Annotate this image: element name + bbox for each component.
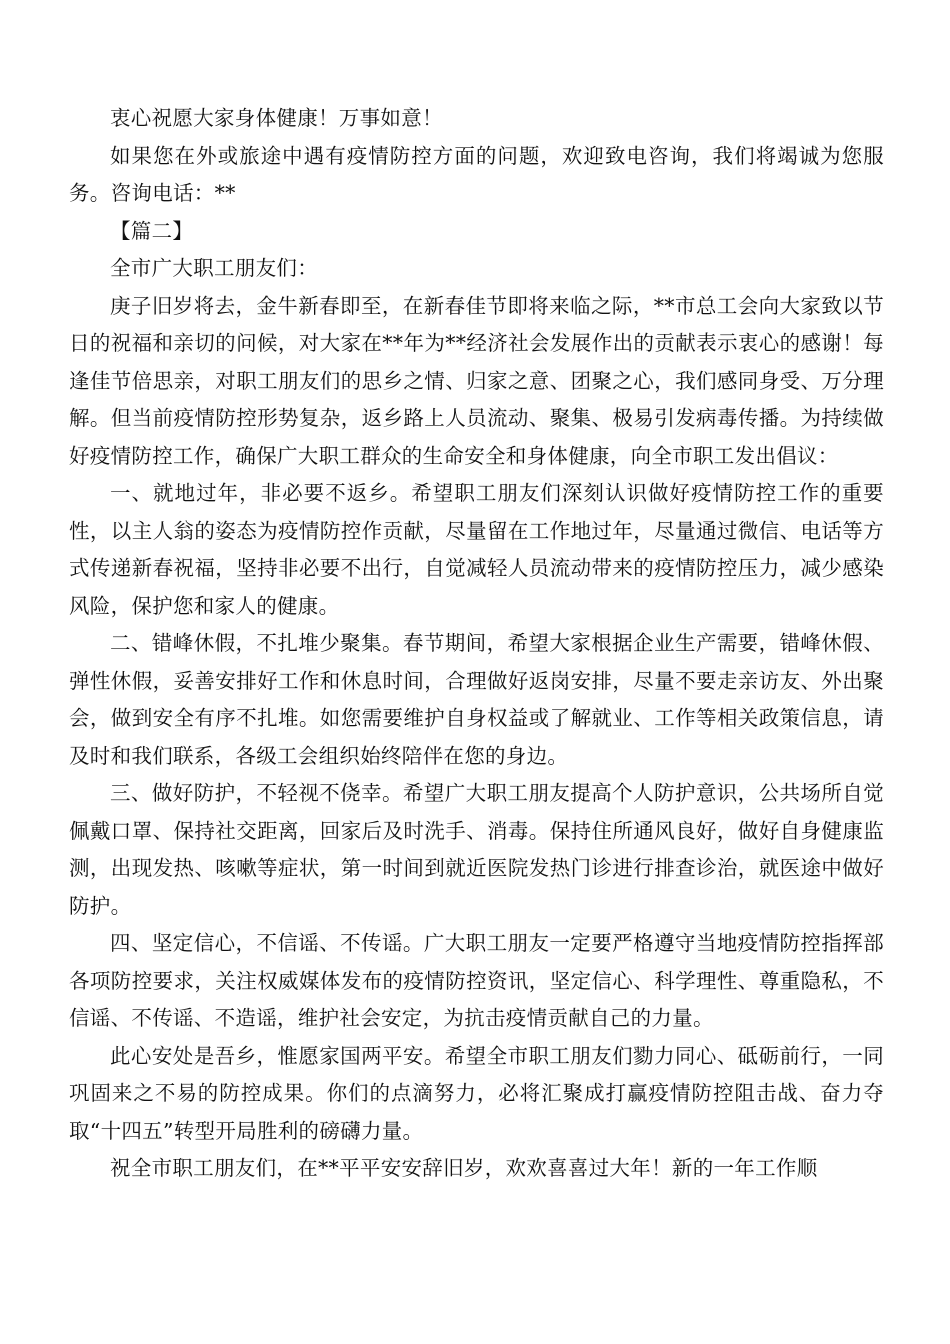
- item-three-paragraph: 三、做好防护，不轻视不侥幸。希望广大职工朋友提高个人防护意识，公共场所自觉佩戴口罩、保持社交距离，回家后及时洗手、消毒。保持住所通风良好，做好自身健康监测，出现发热、咳嗽等症状，第一时间到就近医院发热门诊进行排查诊治，就医途中做好防护。: [69, 781, 884, 918]
- intro-paragraph: 庚子旧岁将去，金牛新春即至，在新春佳节即将来临之际，**市总工会向大家致以节日的祝福和亲切的问候，对大家在**年为**经济社会发展作出的贡献表示衷心的感谢！每逢佳节倍思亲，对职工朋友们的思乡之情、归家之意、团聚之心，我们感同身受、万分理解。但当前疫情防控形势复杂，返乡路上人员流动、聚集、极易引发病毒传播。为持续做好疫情防控工作，确保广大职工群众的生命安全和身体健康，向全市职工发出倡议：: [69, 293, 884, 468]
- hotline-paragraph: 如果您在外或旅途中遇有疫情防控方面的问题，欢迎致电咨询，我们将竭诚为您服务。咨询电话：**: [69, 143, 884, 205]
- item-four-paragraph: 四、坚定信心，不信谣、不传谣。广大职工朋友一定要严格遵守当地疫情防控指挥部各项防控要求，关注权威媒体发布的疫情防控资讯，坚定信心、科学理性、尊重隐私，不信谣、不传谣、不造谣，维护社会安定，为抗击疫情贡献自己的力量。: [69, 931, 884, 1030]
- item-two-paragraph: 二、错峰休假，不扎堆少聚集。春节期间，希望大家根据企业生产需要，错峰休假、弹性休假，妥善安排好工作和休息时间，合理做好返岗安排，尽量不要走亲访友、外出聚会，做到安全有序不扎堆。如您需要维护自身权益或了解就业、工作等相关政策信息，请及时和我们联系，各级工会组织始终陪伴在您的身边。: [69, 631, 884, 768]
- final-wish-paragraph: 祝全市职工朋友们，在**平平安安辞旧岁，欢欢喜喜过大年！新的一年工作顺: [110, 1156, 818, 1180]
- item-one-paragraph: 一、就地过年，非必要不返乡。希望职工朋友们深刻认识做好疫情防控工作的重要性，以主人翁的姿态为疫情防控作贡献，尽量留在工作地过年，尽量通过微信、电话等方式传递新春祝福，坚持非必要不出行，自觉减轻人员流动带来的疫情防控压力，减少感染风险，保护您和家人的健康。: [69, 481, 884, 618]
- section-heading: 【篇二】: [110, 218, 194, 243]
- closing-wish-paragraph: 衷心祝愿大家身体健康！万事如意！: [110, 106, 443, 130]
- salutation: 全市广大职工朋友们：: [110, 256, 318, 280]
- summary-paragraph: 此心安处是吾乡，惟愿家国两平安。希望全市职工朋友们勠力同心、砥砺前行，一同巩固来之不易的防控成果。你们的点滴努力，必将汇聚成打赢疫情防控阻击战、奋力夺取“十四五”转型开局胜利的磅礴力量。: [69, 1043, 884, 1143]
